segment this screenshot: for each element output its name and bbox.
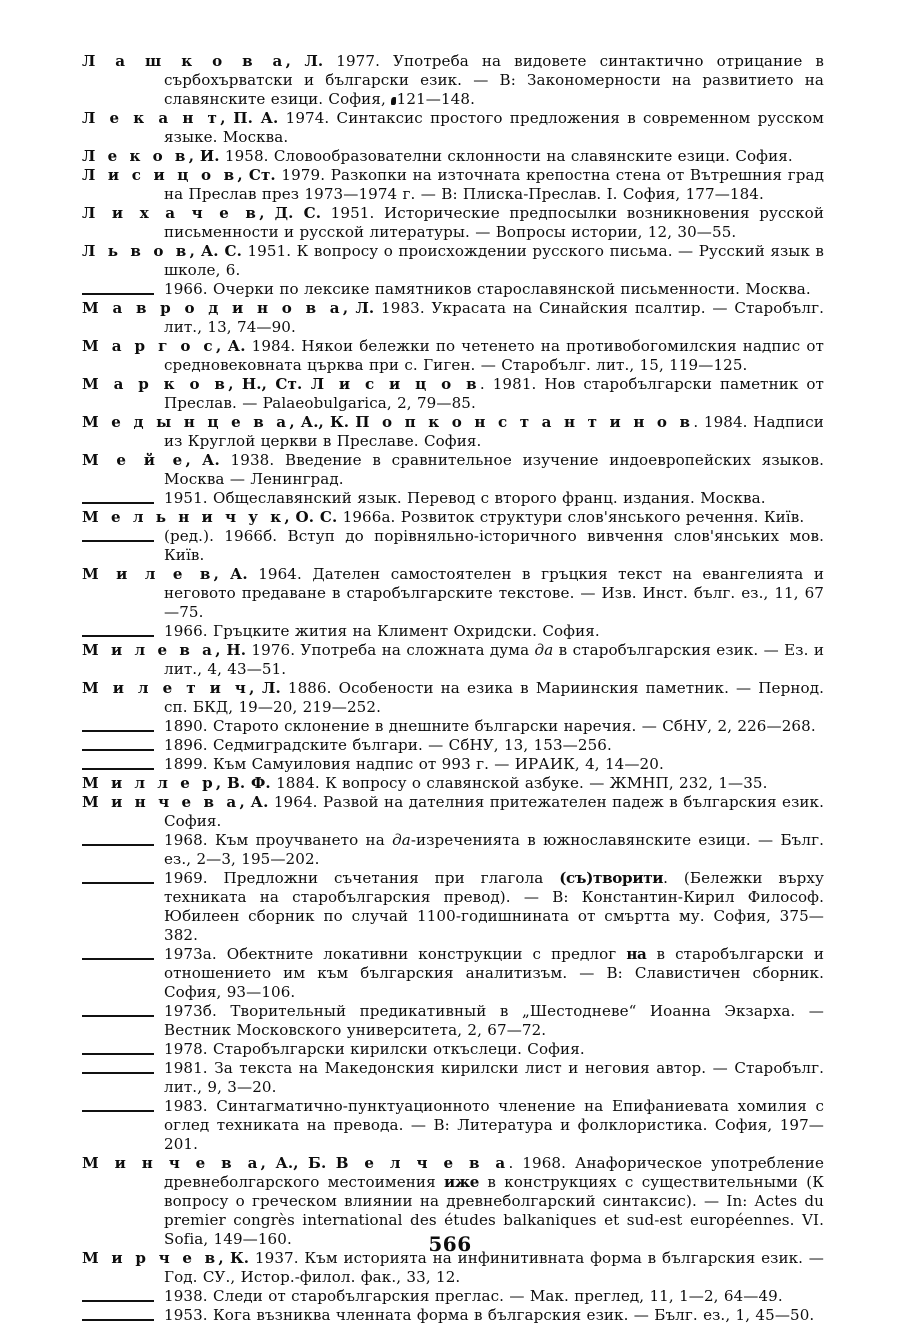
repeated-author-rule (82, 540, 154, 542)
author-surname: М и л е т и ч (82, 679, 250, 697)
author-initials: , О. С. (284, 508, 338, 526)
bibliography-entry (82, 831, 824, 869)
bibliography-entry (82, 945, 824, 1002)
repeated-author-rule (82, 1072, 154, 1074)
author-initials: , Д. С. (259, 204, 322, 222)
entry-text: 1938. Введение в сравнительное изучение индоевропейских языков. Москва — Ленинград. (164, 451, 825, 488)
author-initials: , А. (239, 793, 269, 811)
entry-text: . 1984. Надписи из Круглой церкви в Преславе. София. (164, 413, 824, 450)
entry-text: . 1981. Нов старобългарски паметник от Преслав. — Palaeobulgarica, 2, 79—85. (164, 375, 824, 412)
entry-text: в конструкциях с существительными (К вопросу о греческом влиянии на древнеболгарский синтаксис). — In: Actes du premier congrès international des études balkaniques et sud-est européennes. VI. Sofia, 149—160. (164, 1173, 824, 1248)
author-initials: , А. (185, 451, 220, 469)
repeated-author-rule (82, 1110, 154, 1112)
entry-text: 1968. Към проучването на (164, 831, 393, 849)
bibliography-entry (82, 204, 824, 242)
author-initials: , Н. (215, 641, 247, 659)
bibliography-list (82, 52, 824, 1325)
cited-word: да (392, 831, 411, 849)
entry-text: 1896. Седмиградските българи. — СбНУ, 13, 153—256. (164, 736, 612, 754)
bibliography-entry (82, 413, 824, 451)
repeated-author-rule (82, 293, 154, 295)
entry-text: 1973а. Обектните локативни конструкции с предлог (164, 945, 627, 963)
author-initials: , Л. (285, 52, 324, 70)
bibliography-entry (82, 147, 824, 166)
author-surname: Л а ш к о в а (82, 52, 286, 70)
bibliography-entry (82, 280, 824, 299)
coauthor-surname: Л и с и ц о в (310, 375, 480, 393)
entry-text: 1976. Употреба на сложната дума (246, 641, 535, 659)
bibliography-entry (82, 451, 824, 489)
bibliography-entry (82, 793, 824, 831)
entry-text: 1937. Към историята на инфинитивната форма в българския език. — Год. СУ., Истор.-филол. фак., 33, 12. (164, 1249, 824, 1286)
bibliography-entry (82, 375, 824, 413)
entry-text: 1966. Гръцките жития на Климент Охридски. София. (164, 622, 600, 640)
entry-text: 1978. Старобългарски кирилски откъслеци. София. (164, 1040, 585, 1058)
entry-text: . (Бележки върху техниката на старобългарския превод). — В: Константин-Кирил Философ. Юбилеен сборник по случай 1100-годишнината от смъртта му. София, 375—382. (164, 869, 824, 944)
bibliography-entry (82, 565, 824, 622)
entry-text: (ред.). 1966б. Вступ до порівняльно-історичного вивчення слов'янських мов. Київ. (164, 527, 824, 564)
repeated-author-rule (82, 1319, 154, 1321)
ink-blot (391, 97, 396, 105)
author-initials: , А. (215, 337, 246, 355)
entry-text: 1983. Украсата на Синайския псалтир. — Старобълг. лит., 13, 74—90. (164, 299, 824, 336)
bibliography-entry (82, 736, 824, 755)
entry-text: 1981. За текста на Македонския кирилски лист и неговия автор. — Старобълг. лит., 9, 3—20. (164, 1059, 824, 1096)
entry-text: 1977. Употреба на видовете синтактично отрицание в сърбохърватски и български език. — В: Закономерности на развитието на славянските езици. София, (164, 52, 824, 108)
entry-text: 1884. К вопросу о славянской азбуке. — ЖМНП, 232, 1—35. (270, 774, 768, 792)
author-initials: , А., Б. (260, 1154, 336, 1172)
repeated-author-rule (82, 730, 154, 732)
repeated-author-rule (82, 844, 154, 846)
entry-text: 1958. Словообразователни склонности на славянските езици. София. (219, 147, 793, 165)
entry-text: 1969. Предложни съчетания при глагола (164, 869, 560, 887)
author-surname: Л е к о в (82, 147, 189, 165)
repeated-author-rule (82, 1015, 154, 1017)
entry-text: 1983. Синтагматично-пунктуационното членение на Епифаниевата хомилия с оглед техниката на превода. — В: Литература и фолклористика. София, 197—201. (164, 1097, 824, 1153)
author-initials: , П. А. (220, 109, 279, 127)
bibliography-entry (82, 527, 824, 565)
entry-text: 1951. К вопросу о происхождении русского письма. — Русский язык в школе, 6. (164, 242, 825, 279)
author-initials: , В. Ф. (215, 774, 271, 792)
author-surname: М и н ч е в а (82, 1154, 261, 1172)
author-surname: Л и с и ц о в (82, 166, 238, 184)
bibliography-entry (82, 1097, 824, 1154)
repeated-author-rule (82, 635, 154, 637)
entry-text: в старобългарския език. — Ез. и лит., 4, 43—51. (164, 641, 824, 678)
page-number: 566 (428, 1232, 472, 1256)
author-surname: Л и х а ч е в (82, 204, 260, 222)
repeated-author-rule (82, 749, 154, 751)
author-surname: М и р ч е в (82, 1249, 219, 1267)
old-church-slavonic-word: (съ)творити (559, 869, 664, 887)
author-initials: , А. С. (189, 242, 242, 260)
bibliography-entry (82, 869, 824, 945)
old-church-slavonic-word: на (626, 945, 647, 963)
author-initials: , А. (213, 565, 248, 583)
cited-word: да (534, 641, 554, 659)
bibliography-entry (82, 1059, 824, 1097)
entry-text: 1966. Очерки по лексике памятников старославянской письменности. Москва. (164, 280, 811, 298)
author-initials: , И. (188, 147, 220, 165)
bibliography-entry (82, 717, 824, 736)
entry-text: 1979. Разкопки на източната крепостна стена от Вътрешния град на Преслав през 1973—1974 г. — В: Плиска-Преслав. I. София, 177—184. (164, 166, 824, 203)
bibliography-entry (82, 755, 824, 774)
author-initials: , Ст. (237, 166, 276, 184)
author-surname: Л ь в о в (82, 242, 190, 260)
entry-text: 1964. Дателен самостоятелен в гръцкия текст на евангелията и неговото предаване в старобългарските текстове. — Изв. Инст. бълг. ез., 11, 67—75. (164, 565, 824, 621)
entry-text: 1886. Особености на езика в Мариинския паметник. — Пернод. сп. БКД, 19—20, 219—252. (164, 679, 824, 716)
bibliography-entry (82, 508, 824, 527)
entry-text-tail: 121—148. (396, 90, 475, 108)
entry-text: 1964. Развой на дателния притежателен падеж в българския език. София. (164, 793, 824, 830)
author-surname: М и н ч е в а (82, 793, 240, 811)
author-surname: М е й е (82, 451, 186, 469)
author-surname: М и л л е р (82, 774, 216, 792)
author-surname: М и л е в (82, 565, 214, 583)
author-initials: , А., К. (289, 413, 356, 431)
author-initials: , К. (218, 1249, 250, 1267)
entry-text: -изреченията в южнославянските езици. — Бълг. ез., 2—3, 195—202. (164, 831, 824, 868)
author-surname: М и л е в а (82, 641, 216, 659)
author-initials: , Л. (249, 679, 281, 697)
bibliography-entry (82, 166, 824, 204)
bibliography-entry (82, 1287, 824, 1306)
author-surname: М е л ь н и ч у к (82, 508, 285, 526)
entry-text: 1953. Кога възниква членната форма в българския език. — Бълг. ез., 1, 45—50. (164, 1306, 815, 1324)
author-surname: М е д ы н ц е в а (82, 413, 290, 431)
repeated-author-rule (82, 1053, 154, 1055)
author-surname: М а р г о с (82, 337, 216, 355)
bibliography-entry (82, 1306, 824, 1325)
bibliography-entry (82, 299, 824, 337)
entry-text: в старобългарски и отношението им към българския аналитизъм. — В: Славистичен сборник. София, 93—106. (164, 945, 825, 1001)
bibliography-entry (82, 622, 824, 641)
entry-text: 1984. Някои бележки по четенето на противобогомилския надпис от средновековната църква при с. Гиген. — Старобълг. лит., 15, 119—125. (164, 337, 825, 374)
entry-text: 1951. Общеславянский язык. Перевод с второго франц. издания. Москва. (164, 489, 766, 507)
bibliography-entry (82, 489, 824, 508)
old-church-slavonic-word: иже (443, 1173, 480, 1191)
repeated-author-rule (82, 882, 154, 884)
author-initials: , Л. (342, 299, 375, 317)
repeated-author-rule (82, 502, 154, 504)
bibliography-entry (82, 109, 824, 147)
coauthor-surname: П о п к о н с т а н т и н о в (355, 413, 694, 431)
entry-text: . 1968. Анафорическое употребление древнеболгарского местоимения (164, 1154, 825, 1191)
repeated-author-rule (82, 958, 154, 960)
entry-text: 1966а. Розвиток структури слов'янського речення. Київ. (337, 508, 805, 526)
bibliography-entry (82, 1002, 824, 1040)
entry-text: 1899. Към Самуиловия надпис от 993 г. — ИРАИК, 4, 14—20. (164, 755, 664, 773)
author-surname: Л е к а н т (82, 109, 221, 127)
coauthor-surname: В е л ч е в а (335, 1154, 509, 1172)
entry-text: 1890. Старото склонение в днешните български наречия. — СбНУ, 2, 226—268. (164, 717, 816, 735)
entry-text: 1973б. Творительный предикативный в „Шестодневе“ Иоанна Экзарха. — Вестник Московского университета, 2, 67—72. (164, 1002, 824, 1039)
author-initials: , Н., Ст. (228, 375, 311, 393)
bibliography-entry (82, 337, 824, 375)
bibliography-entry (82, 679, 824, 717)
entry-text: 1938. Следи от старобългарския преглас. — Мак. преглед, 11, 1—2, 64—49. (164, 1287, 783, 1305)
bibliography-entry (82, 242, 824, 280)
author-surname: М а р к о в (82, 375, 229, 393)
bibliography-entry (82, 774, 824, 793)
author-surname: М а в р о д и н о в а (82, 299, 343, 317)
entry-text: 1951. Исторические предпосылки возникновения русской письменности и русской литературы. — Вопросы истории, 12, 30—55. (164, 204, 824, 241)
bibliography-entry (82, 52, 824, 109)
bibliography-entry (82, 641, 824, 679)
repeated-author-rule (82, 768, 154, 770)
entry-text: 1974. Синтаксис простого предложения в современном русском языке. Москва. (164, 109, 824, 146)
bibliography-entry (82, 1040, 824, 1059)
